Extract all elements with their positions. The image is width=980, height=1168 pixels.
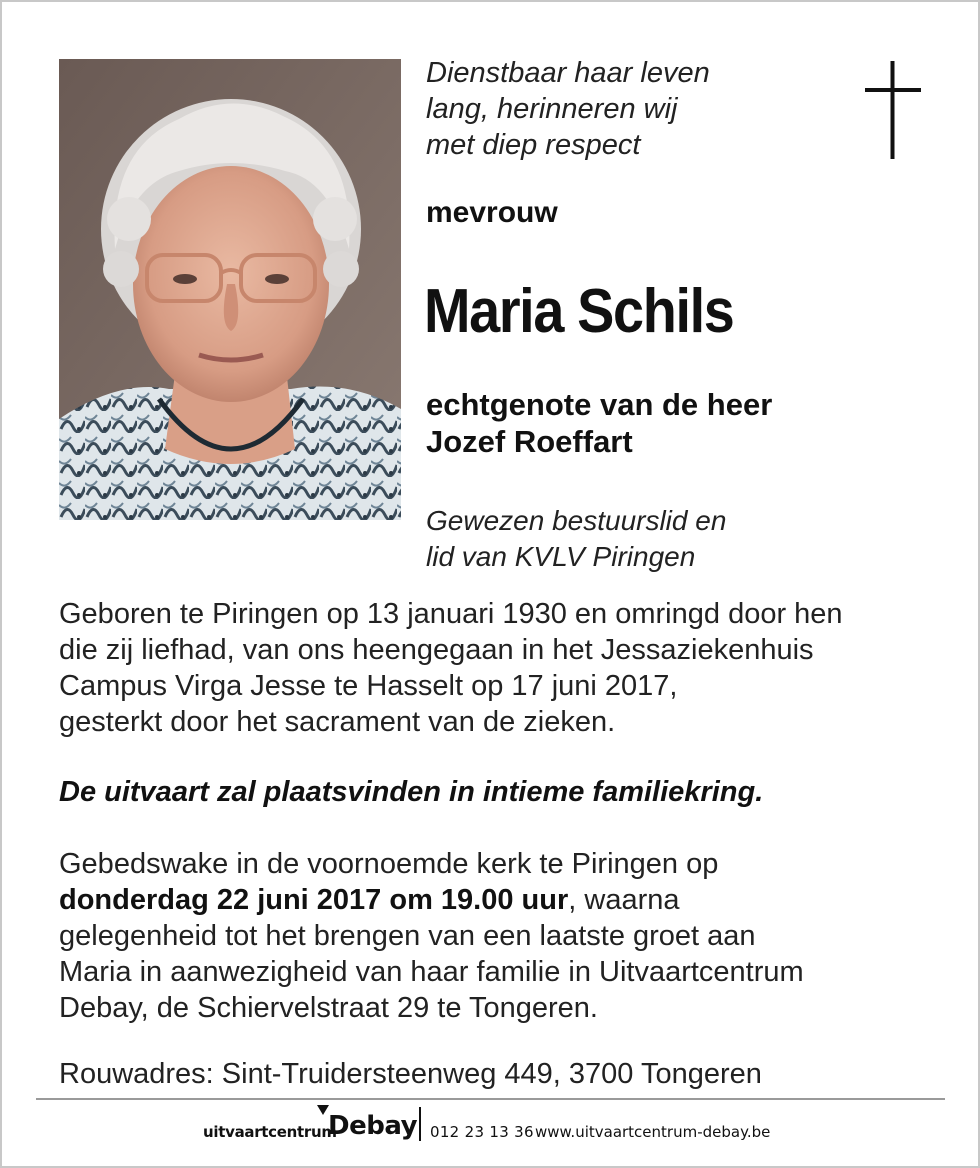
- birth-death-paragraph: [59, 596, 939, 740]
- brand-prefix: uitvaartcentrum: [203, 1123, 337, 1141]
- paragraph-line: Gebedswake in de voornoemde kerk te Piringen op: [59, 848, 719, 880]
- role-line: Gewezen bestuurslid en: [426, 505, 727, 536]
- paragraph-line: [59, 882, 939, 918]
- motto-line: met diep respect: [426, 129, 641, 161]
- footer: [0, 1103, 980, 1151]
- mourning-address: Rouwadres: Sint-Truidersteenweg 449, 3700 Tongeren: [59, 1058, 762, 1090]
- role-line: lid van KVLV Piringen: [426, 541, 696, 572]
- footer-separator: [419, 1107, 421, 1141]
- spouse-line: echtgenote van de heer: [426, 387, 773, 422]
- paragraph-line: Geboren te Piringen op 13 januari 1930 en omringd door hen: [59, 598, 843, 630]
- latin-cross-icon: [863, 61, 923, 159]
- footer-divider: [36, 1098, 945, 1100]
- deceased-name: Maria Schils: [424, 277, 734, 346]
- motto-line: lang, herinneren wij: [426, 93, 678, 125]
- spouse-line: Jozef Roeffart: [426, 424, 633, 459]
- motto-verse: [426, 55, 826, 163]
- role-info: [426, 503, 726, 575]
- wake-date: donderdag 22 juni 2017 om 19.00 uur: [59, 884, 569, 916]
- brand-name: Debay: [328, 1111, 418, 1141]
- paragraph-line: Campus Virga Jesse te Hasselt op 17 juni 2017,: [59, 670, 678, 702]
- spouse-info: [426, 386, 772, 460]
- honorific: mevrouw: [426, 196, 558, 229]
- paragraph-line: die zij liefhad, van ons heengegaan in het Jessaziekenhuis: [59, 634, 814, 666]
- motto-line: Dienstbaar haar leven: [426, 57, 710, 89]
- paragraph-line: Debay, de Schiervelstraat 29 te Tongeren.: [59, 992, 598, 1024]
- paragraph-line: gesterkt door het sacrament van de zieken.: [59, 706, 616, 738]
- website-link[interactable]: www.uitvaartcentrum-debay.be: [535, 1123, 771, 1141]
- phone-number: 012 23 13 36: [430, 1123, 534, 1141]
- funeral-notice: De uitvaart zal plaatsvinden in intieme familiekring.: [59, 776, 764, 808]
- paragraph-line: gelegenheid tot het brengen van een laatste groet aan: [59, 920, 756, 952]
- portrait-photo: [59, 59, 401, 520]
- wake-line-rest: , waarna: [568, 884, 680, 916]
- wake-paragraph: [59, 846, 939, 1026]
- paragraph-line: Maria in aanwezigheid van haar familie in Uitvaartcentrum: [59, 956, 804, 988]
